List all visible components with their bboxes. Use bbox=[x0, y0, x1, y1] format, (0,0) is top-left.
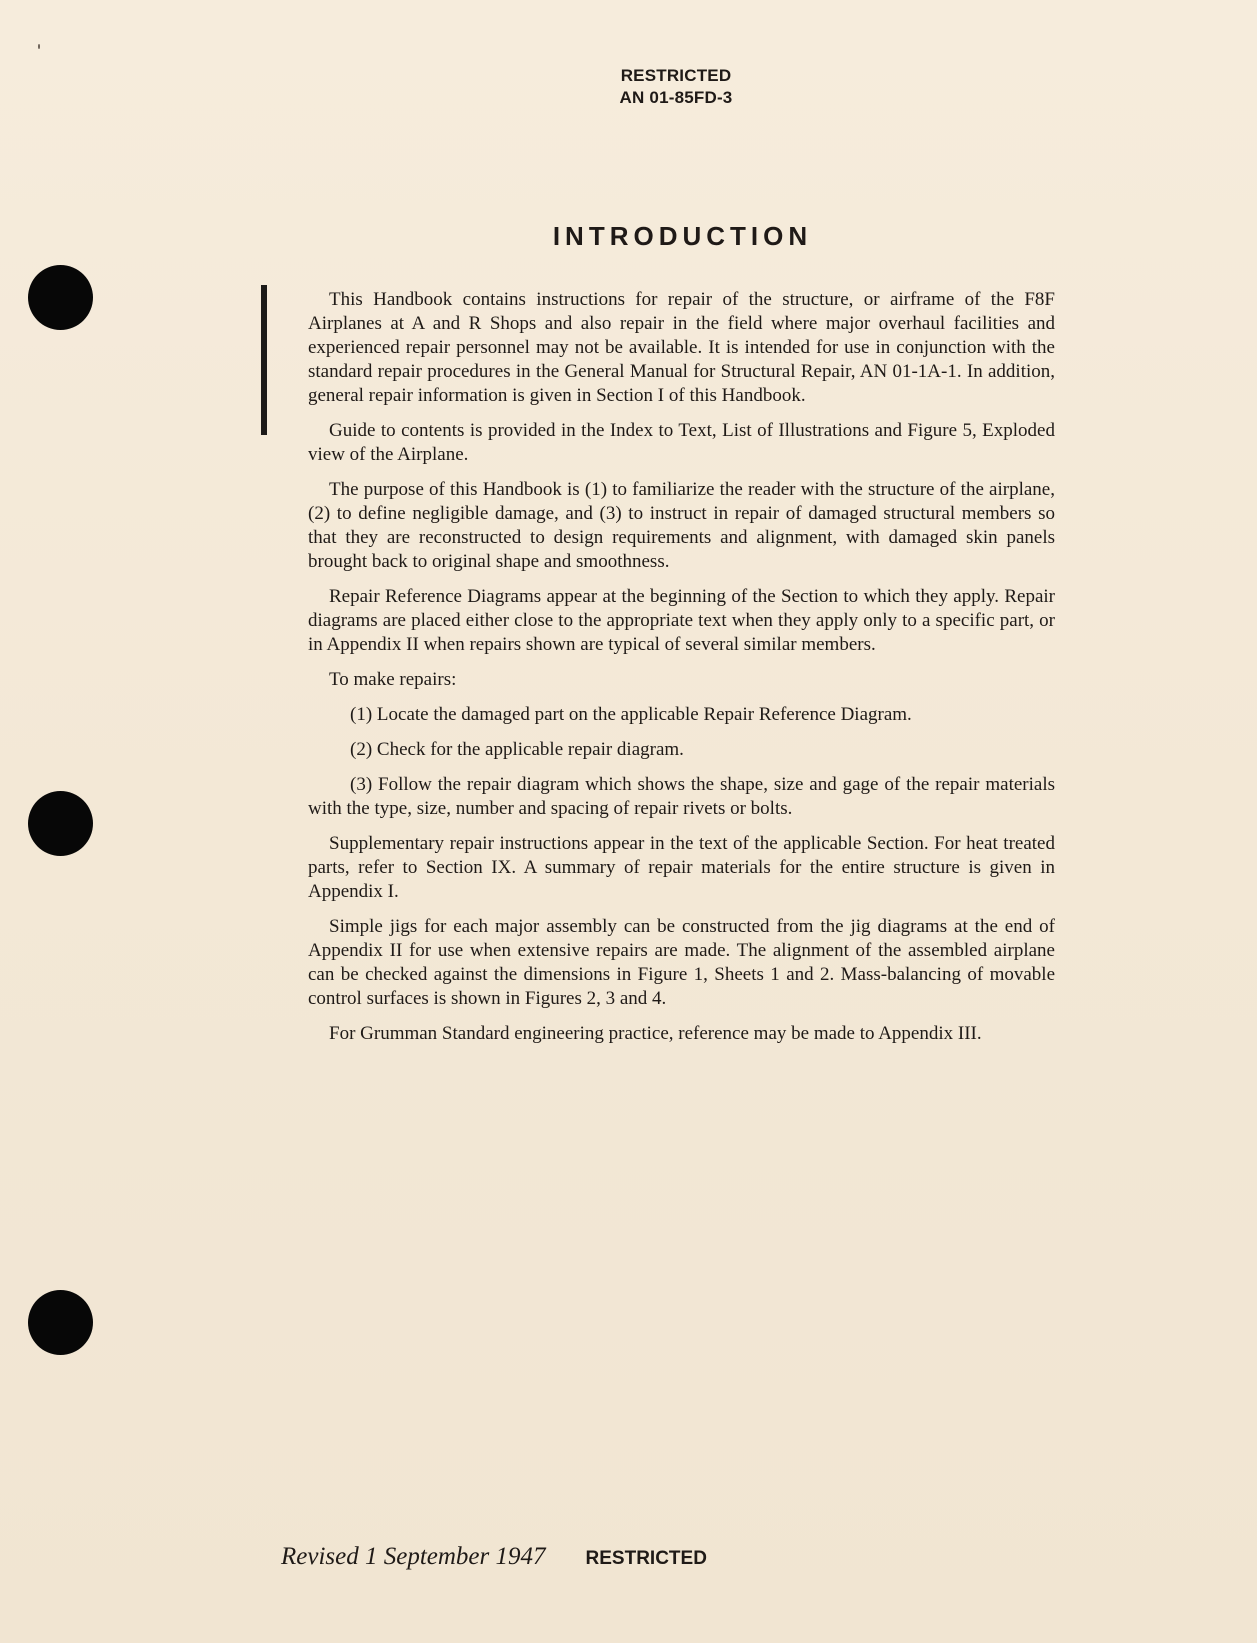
page-title: INTRODUCTION bbox=[552, 221, 813, 251]
footer-classification: RESTRICTED bbox=[585, 1548, 707, 1569]
body-text bbox=[308, 288, 1055, 1057]
page-header bbox=[0, 65, 1257, 109]
revision-bar bbox=[261, 285, 267, 435]
scan-speck bbox=[38, 44, 40, 49]
page-footer bbox=[281, 1543, 707, 1571]
header-classification: RESTRICTED bbox=[620, 66, 732, 85]
repair-step: (2) Check for the applicable repair diagram. bbox=[350, 739, 684, 760]
repair-step: (1) Locate the damaged part on the applicable Repair Reference Diagram. bbox=[350, 704, 912, 725]
paragraph: This Handbook contains instructions for repair of the structure, or airframe of the F8F Airplanes at A and R Shops and also repair in the field where major overhaul facilities and experienced repair personnel may not be available. It is intended for use in conjunction with the standard repair procedures in the General Manual for Structural Repair, AN 01-1A-1. In addition, general repair information is given in Section I of this Handbook. bbox=[308, 289, 1055, 406]
footer-revised-date: Revised 1 September 1947 bbox=[281, 1543, 546, 1570]
binder-hole-top bbox=[28, 265, 93, 330]
paragraph: To make repairs: bbox=[329, 669, 457, 690]
binder-hole-bottom bbox=[28, 1290, 93, 1355]
paragraph: For Grumman Standard engineering practice, reference may be made to Appendix III. bbox=[329, 1023, 982, 1044]
paragraph: Guide to contents is provided in the Index to Text, List of Illustrations and Figure 5, Exploded view of the Airplane. bbox=[308, 420, 1055, 465]
paragraph: The purpose of this Handbook is (1) to familiarize the reader with the structure of the airplane, (2) to define negligible damage, and (3) to instruct in repair of damaged structural members so that they are reconstructed to design requirements and alignment, with damaged skin panels brought back to original shape and smoothness. bbox=[308, 479, 1055, 572]
header-doc-number: AN 01-85FD-3 bbox=[619, 88, 733, 107]
binder-hole-middle bbox=[28, 791, 93, 856]
repair-step: (3) Follow the repair diagram which shows the shape, size and gage of the repair materials with the type, size, number and spacing of repair rivets or bolts. bbox=[308, 774, 1055, 819]
paragraph: Repair Reference Diagrams appear at the beginning of the Section to which they apply. Repair diagrams are placed either close to the appropriate text when they apply only to a specific part, or in Appendix II when repairs shown are typical of several similar members. bbox=[308, 586, 1055, 655]
paragraph: Simple jigs for each major assembly can be constructed from the jig diagrams at the end of Appendix II for use when extensive repairs are made. The alignment of the assembled airplane can be checked against the dimensions in Figure 1, Sheets 1 and 2. Mass-balancing of movable control surfaces is shown in Figures 2, 3 and 4. bbox=[308, 916, 1055, 1009]
paragraph: Supplementary repair instructions appear in the text of the applicable Section. For heat treated parts, refer to Section IX. A summary of repair materials for the entire structure is given in Appendix I. bbox=[308, 833, 1055, 902]
